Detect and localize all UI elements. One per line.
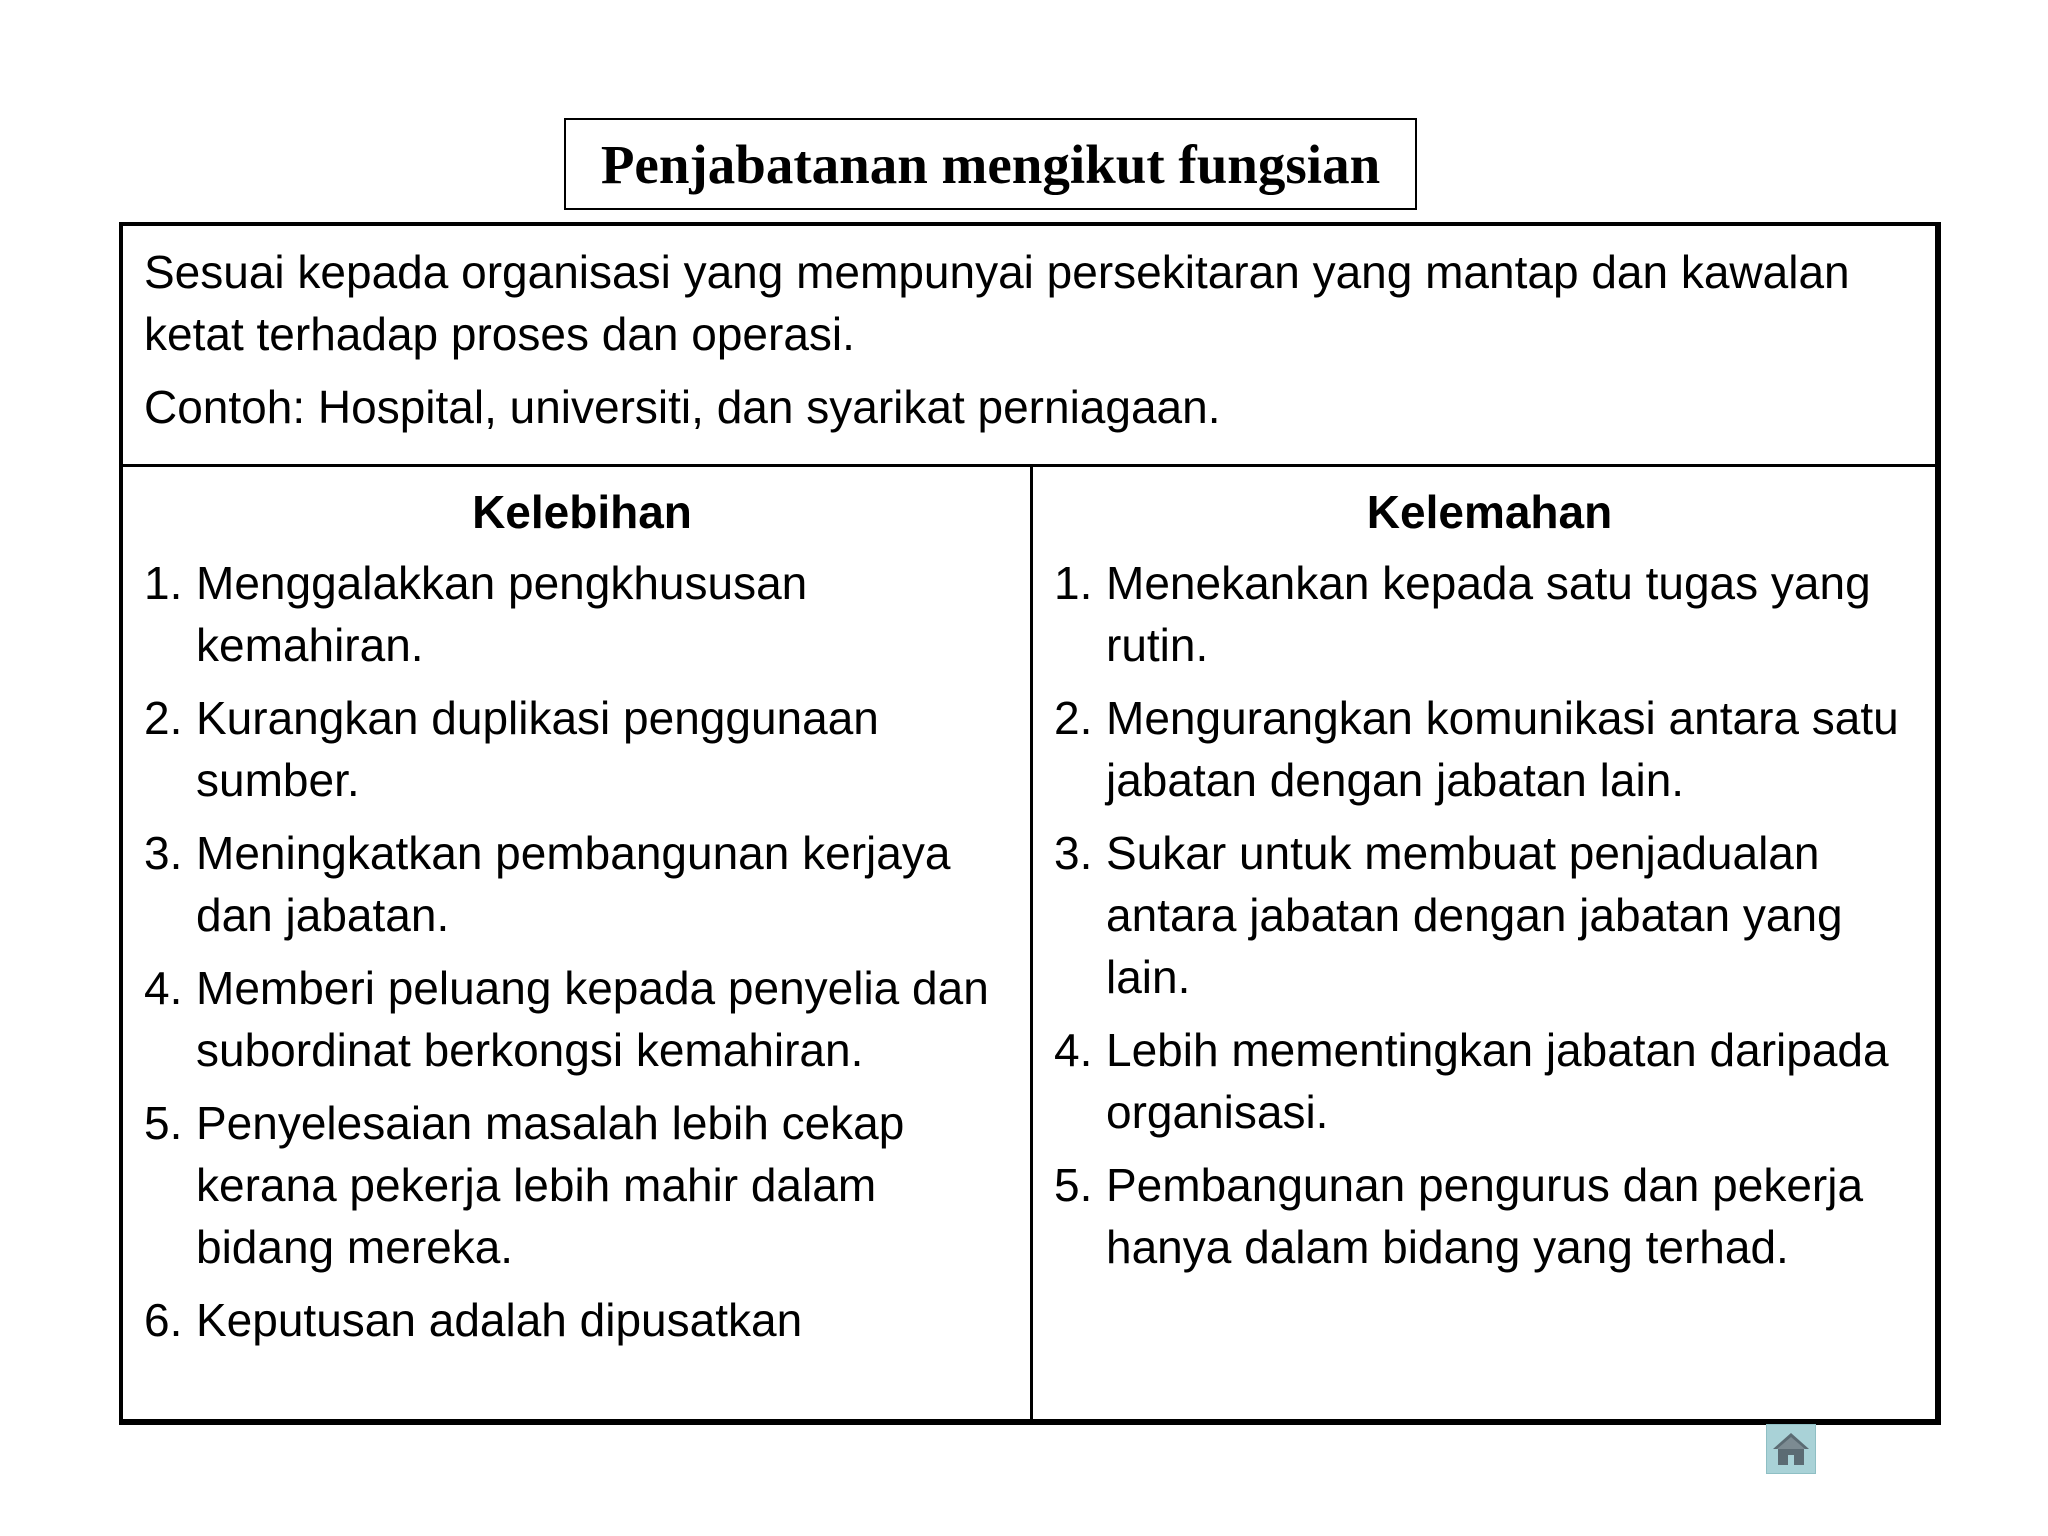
item-number: 3. — [144, 827, 183, 879]
item-number: 2. — [1054, 692, 1093, 744]
disadvantages-column — [1033, 467, 1935, 1419]
item-text: Meningkatkan pembangunan kerjaya dan jabatan. — [196, 827, 951, 941]
slide-title: Penjabatanan mengikut fungsian — [564, 118, 1417, 210]
list-item — [144, 1289, 1020, 1351]
list-item — [144, 822, 1020, 946]
advantages-column — [123, 467, 1033, 1419]
item-text: Pembangunan pengurus dan pekerja hanya dalam bidang yang terhad. — [1106, 1159, 1864, 1273]
item-text: Lebih mementingkan jabatan daripada organisasi. — [1106, 1024, 1889, 1138]
item-number: 1. — [144, 557, 183, 609]
item-number: 4. — [1054, 1024, 1093, 1076]
list-item — [1054, 1154, 1925, 1278]
item-number: 5. — [1054, 1159, 1093, 1211]
item-number: 2. — [144, 692, 183, 744]
list-item — [144, 552, 1020, 676]
item-number: 6. — [144, 1294, 183, 1346]
list-item — [1054, 1019, 1925, 1143]
example-text: Contoh: Hospital, universiti, dan syarikat perniagaan. — [144, 381, 1221, 433]
item-number: 4. — [144, 962, 183, 1014]
home-button[interactable] — [1766, 1424, 1816, 1474]
description-text: Sesuai kepada organisasi yang mempunyai persekitaran yang mantap dan kawalan ketat terhadap proses dan operasi. — [144, 246, 1850, 360]
item-number: 1. — [1054, 557, 1093, 609]
item-text: Memberi peluang kepada penyelia dan subordinat berkongsi kemahiran. — [196, 962, 989, 1076]
list-item — [144, 1092, 1020, 1278]
item-number: 3. — [1054, 827, 1093, 879]
item-number: 5. — [144, 1097, 183, 1149]
advantages-heading: Kelebihan — [472, 486, 692, 538]
disadvantages-heading: Kelemahan — [1366, 486, 1613, 538]
list-item — [1054, 552, 1925, 676]
item-text: Sukar untuk membuat penjadualan antara jabatan dengan jabatan yang lain. — [1106, 827, 1843, 1003]
item-text: Menggalakkan pengkhususan kemahiran. — [196, 557, 808, 671]
item-text: Keputusan adalah dipusatkan — [196, 1294, 803, 1346]
content-table — [119, 222, 1941, 1425]
list-item — [1054, 687, 1925, 811]
description-cell — [123, 226, 1935, 467]
list-item — [144, 687, 1020, 811]
list-item — [1054, 822, 1925, 1008]
list-item — [144, 957, 1020, 1081]
item-text: Kurangkan duplikasi penggunaan sumber. — [196, 692, 879, 806]
item-text: Mengurangkan komunikasi antara satu jabatan dengan jabatan lain. — [1106, 692, 1899, 806]
home-icon — [1771, 1430, 1811, 1468]
item-text: Penyelesaian masalah lebih cekap kerana pekerja lebih mahir dalam bidang mereka. — [196, 1097, 905, 1273]
item-text: Menekankan kepada satu tugas yang rutin. — [1106, 557, 1871, 671]
